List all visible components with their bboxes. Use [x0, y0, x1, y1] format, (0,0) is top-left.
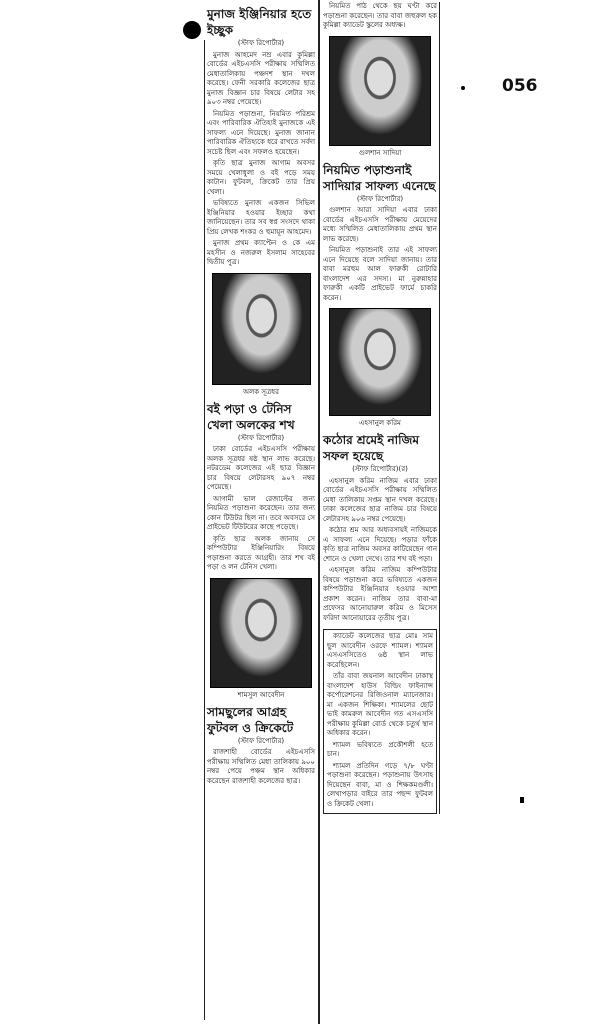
- photo-caption: শামসুল আবেদীন: [237, 690, 285, 699]
- paragraph: রাজশাহী বোর্ডের এইচএসসি পরীক্ষায় সম্মিলিত মেধা তালিকায় ৯০০ নম্বর পেয়ে পঞ্চম স্থান অধিকার করেছেন রাজশাহী কলেজের ছাত্র।: [207, 748, 315, 785]
- article-alok: [207, 401, 315, 575]
- paragraph: কঠোর শ্রম আর অধ্যবসায়ই নাজিমকে এ সাফল্য এনে দিয়েছে। পড়ার ফাঁকে কৃতি ছাত্র নাজিম অবসর কাটিয়েছেন গান শোনে ও খেলা দেখে। তার শখ বই পড়া।: [323, 526, 437, 563]
- right-column: [323, 2, 440, 814]
- article-sadia: [323, 162, 437, 306]
- paragraph: মুনাজ আহমেদ নম্র এবার কুমিল্লা বোর্ডের এইচএসসি পরীক্ষায় সম্মিলিত মেধাতালিকায় পঞ্চদশ স্থান দখল করেছে। ফেনী সরকারি কলেজের ছাত্র মুনাজ বিজ্ঞান চার বিষয়ে লেটার সহ ৯০৩ নম্বর পেয়েছে।: [207, 50, 315, 106]
- article-shamsul: [207, 704, 315, 789]
- article-munaj: [207, 6, 315, 270]
- photo-sadia: [329, 36, 431, 146]
- paragraph: এহসানুল করিম নাজিম এবার ঢাকা বোর্ডের এইচএসসি পরীক্ষায় সম্মিলিত মেধা তালিকায় সপ্তম স্থান দখল করেছে। ঢাকা কলেজের ছাত্র নাজিম চার বিষয়ে লেটারসহ ৯০৬ নম্বর পেয়েছে।: [323, 476, 437, 523]
- paragraph: নিয়মিত পড়াশুনাই তার এই সাফল্য এনে দিয়েছে বলে সাদিয়া জানায়। তার বাবা মরহুম আল ফারুকী রোটারি বাংলাদেশ এর সদস্য। মা নুরুন্নাহার ফারুকী একটি প্রাইভেট ফার্মে চাকরি করেন।: [323, 246, 437, 302]
- paragraph: শ্যামল ভবিষ্যতে প্রকৌশলী হতে চান।: [327, 740, 433, 758]
- paragraph: নিয়মিত পাঠ থেকে ছয় ঘণ্টা করে পড়াশুনা করেছেন। তার বাবা জহুরুল হক কুমিল্লা ক্যাডেট স্কুলের অধ্যক্ষ।: [323, 2, 437, 29]
- paragraph: মুনাজ প্রথম ক্যাপ্টেন ও কে এম মহসীন ও নজরুল ইসলাম সাহেবের দ্বিতীয় পুত্র।: [207, 239, 315, 266]
- paragraph: কৃতি ছাত্র মুনাজ আগাম অবসর সময়ে খেলাধুলা ও বই পড়ে সময় কাটান। ফুটবল, ক্রিকেট তার প্রিয় খেলা।: [207, 159, 315, 196]
- paragraph: আগামী ভাল রেজাল্টের জন্য নিয়মিত পড়াশুনা করেছেন। তার জন্য কোন টিউটর ছিল না। তবে অবসরে সে প্রাইভেট টিউটরের কাছে পড়েছে।: [207, 494, 315, 531]
- photo-shamsul: [210, 578, 312, 688]
- paragraph: তাঁর বাবা জয়নাল আবেদীন ঢাকাস্থ বাংলাদেশ হাউস বিল্ডিং ফাইন্যান্স কর্পোরেশনের রিজিওনাল ম্যানেজার। মা একজন শিক্ষিকা। শ্যামলের ছোট ভাই কামরুল আবেদীন গত এসএসসি পরীক্ষায় কুমিল্লা বোর্ড থেকে চতুর্থ স্থান অধিকার করেন।: [327, 672, 433, 737]
- left-column: [207, 6, 315, 788]
- photo-caption: গুলশান সাদিয়া: [358, 148, 402, 157]
- article-nazim: [323, 432, 437, 625]
- article-intro-continued: [323, 2, 437, 33]
- paragraph: শ্যামল প্রতিদিন গড়ে ৭/৮ ঘণ্টা পড়াশুনা করেছেন। পড়াশুনায় উৎসাহ দিয়েছেন বাবা, মা ও শিক্ষকমণ্ডলী। লেখাপড়ার বাইরে তার পছন্দ ফুটবল ও ক্রিকেট খেলা।: [327, 761, 433, 808]
- headline: বই পড়া ও টেনিস খেলা অলকের শখ: [207, 401, 295, 432]
- paragraph: কৃতি ছাত্র অলক জানায় সে কম্পিউটার ইঞ্জিনিয়ারিং বিষয়ে পড়াশুনা করতে আগ্রহী। তার শখ বই পড়া ও লন টেনিস খেলা।: [207, 534, 315, 571]
- photo-caption: এহসানুল করিম: [359, 419, 401, 427]
- column-divider: [318, 0, 320, 1024]
- headline: নিয়মিত পড়াশুনাই সাদিয়ার সাফল্য এনেছে: [323, 162, 436, 193]
- ink-dot: [520, 797, 524, 803]
- photo-ehsanul: [329, 308, 431, 416]
- reporter-credit: (স্টাফ রিপোর্টার): [237, 39, 285, 47]
- page-number: 056: [502, 76, 538, 96]
- reporter-credit: (স্টাফ রিপোর্টার): [356, 194, 404, 203]
- paragraph: নিয়মিত পড়াশুনা, নিয়মিত পরিশ্রম এবং পারিবারিক ঐতিহ্যই মুনাজকে এই সাফল্য এনে দিয়েছে। মুনাজ জানান পারিবারিক ঐতিহ্যকে ধরে রাখতে সর্বদা সচেষ্ট ছিল এবং সফলও হয়েছেন।: [207, 109, 315, 156]
- reporter-credit: (স্টাফ রিপোর্টার)(র): [352, 465, 408, 473]
- article-shyamol-continued: [323, 629, 437, 814]
- paragraph: ভবিষ্যতে মুনাজ একজন সিভিল ইঞ্জিনিয়ার হওয়ার ইচ্ছার কথা জানিয়েছেন। তার সব স্বপ্ন সংসদে থাকা প্রিয় লেখক শংকর ও হুমায়ূন আহমেদ।: [207, 199, 315, 236]
- headline: সামছুলের আগ্রহ ফুটবল ও ক্রিকেটে: [207, 704, 294, 735]
- reporter-credit: (স্টাফ রিপোর্টার): [237, 433, 285, 442]
- paragraph: ঢাকা বোর্ডের এইচএসসি পরীক্ষায় অলক সূত্রধর ষষ্ঠ স্থান লাভ করেছে। নটরডেম কলেজের এই ছাত্র বিজ্ঞান চার বিষয়ে লেটারসহ ৯০৭ নম্বর পেয়েছে।: [207, 445, 315, 491]
- reporter-credit: (স্টাফ রিপোর্টার): [237, 736, 285, 745]
- headline: মুনাজ ইঞ্জিনিয়ার হতে ইচ্ছুক: [207, 7, 312, 37]
- photo-alok: [212, 273, 311, 385]
- ink-dot: [461, 86, 465, 90]
- paragraph: গুলশান আরা সাদিয়া এবার ঢাকা বোর্ডের এইচএসসি পরীক্ষায় মেয়েদের মধ্যে সম্মিলিত মেধাতালিকায় প্রথম স্থান লাভ করেছে।: [323, 206, 437, 243]
- punch-hole-mark: [183, 21, 201, 39]
- paragraph: ক্যাডেট কলেজের ছাত্র মোঃ সাম ছুল আবেদীন ওরফে শ্যামল। শ্যামল এসএসসিতেও ৬ষ্ঠ স্থান লাভ করেছিলেন।: [327, 632, 433, 669]
- paragraph: এহসানুল করিম নাজিম কম্পিউটার বিষয়ে পড়াশুনা করে ভবিষ্যতে একজন কম্পিউটার ইঞ্জিনিয়ার হওয়ার আশা প্রকাশ করেন। নাজিম তার বাবা-মা প্রফেসর আনোয়ারুল করিম ও মিসেস ফরিদা আনোয়ারের তৃতীয় পুত্র।: [323, 566, 437, 622]
- headline: কঠোর শ্রমেই নাজিম সফল হয়েছে: [323, 433, 419, 463]
- column-divider: [204, 40, 205, 1020]
- photo-caption: অলক সূত্রধর: [243, 387, 279, 396]
